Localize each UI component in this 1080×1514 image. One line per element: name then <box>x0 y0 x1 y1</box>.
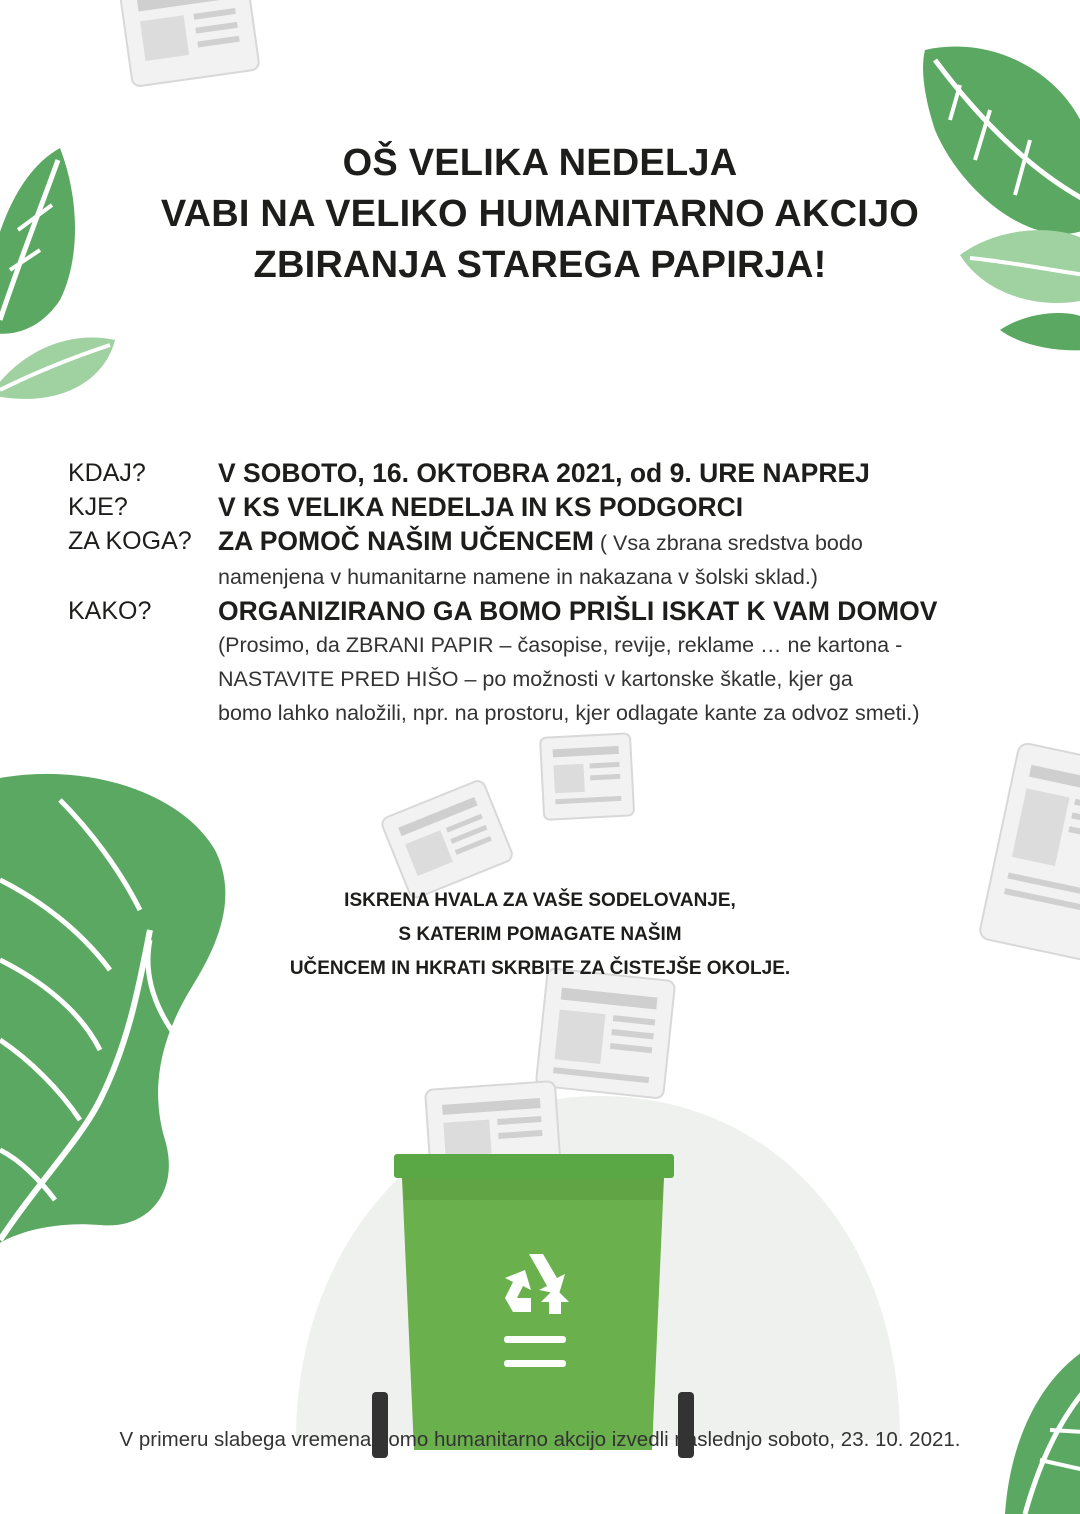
recycle-bin-icon <box>372 1154 694 1458</box>
detail-when <box>68 456 1028 490</box>
where-value: V KS VELIKA NEDELJA IN KS PODGORCI <box>218 492 744 522</box>
how-note-2: NASTAVITE PRED HIŠO – po možnosti v kartonske škatle, kjer ga <box>218 667 853 691</box>
for-whom-note-1: ( Vsa zbrana sredstva bodo <box>593 531 863 555</box>
footer-note: V primeru slabega vremena bomo humanitarno akcijo izvedli naslednjo soboto, 23. 10. 2021. <box>119 1428 961 1451</box>
detail-where <box>68 490 1028 524</box>
when-value: V SOBOTO, 16. OKTOBRA 2021, od 9. URE NAPREJ <box>218 458 870 488</box>
page-title <box>0 138 1080 291</box>
thanks-line-3: UČENCEM IN HKRATI SKRBITE ZA ČISTEJŠE OKOLJE. <box>289 958 791 979</box>
thanks-line-2: S KATERIM POMAGATE NAŠIM <box>398 924 682 945</box>
for-whom-value: ZA POMOČ NAŠIM UČENCEM <box>218 526 594 556</box>
where-label: KJE? <box>68 493 128 521</box>
newspaper-top-icon <box>118 0 260 87</box>
when-label: KDAJ? <box>68 459 146 487</box>
thanks-line-1: ISKRENA HVALA ZA VAŠE SODELOVANJE, <box>344 890 736 911</box>
how-note-1: (Prosimo, da ZBRANI PAPIR – časopise, revije, reklame … ne kartona - <box>218 633 903 657</box>
newspaper-middle-icon <box>540 733 634 820</box>
thanks-message <box>0 884 1080 986</box>
detail-for-whom <box>68 524 1028 594</box>
how-value: ORGANIZIRANO GA BOMO PRIŠLI ISKAT K VAM DOMOV <box>218 596 938 626</box>
detail-how <box>68 594 1028 730</box>
how-label: KAKO? <box>68 597 152 625</box>
for-whom-label: ZA KOGA? <box>68 527 192 555</box>
how-note-3: bomo lahko naložili, npr. na prostoru, kjer odlagate kante za odvoz smeti.) <box>218 701 920 725</box>
for-whom-note-2: namenjena v humanitarne namene in nakazana v šolski sklad.) <box>218 565 818 589</box>
leaf-large-left-icon <box>0 774 225 1250</box>
event-details <box>68 456 1028 730</box>
title-line-2: VABI NA VELIKO HUMANITARNO AKCIJO <box>160 193 920 235</box>
newspaper-falling-icon <box>536 968 676 1099</box>
title-line-3: ZBIRANJA STAREGA PAPIRJA! <box>253 244 827 286</box>
newspaper-left-icon <box>380 779 514 900</box>
title-line-1: OŠ VELIKA NEDELJA <box>342 142 738 184</box>
